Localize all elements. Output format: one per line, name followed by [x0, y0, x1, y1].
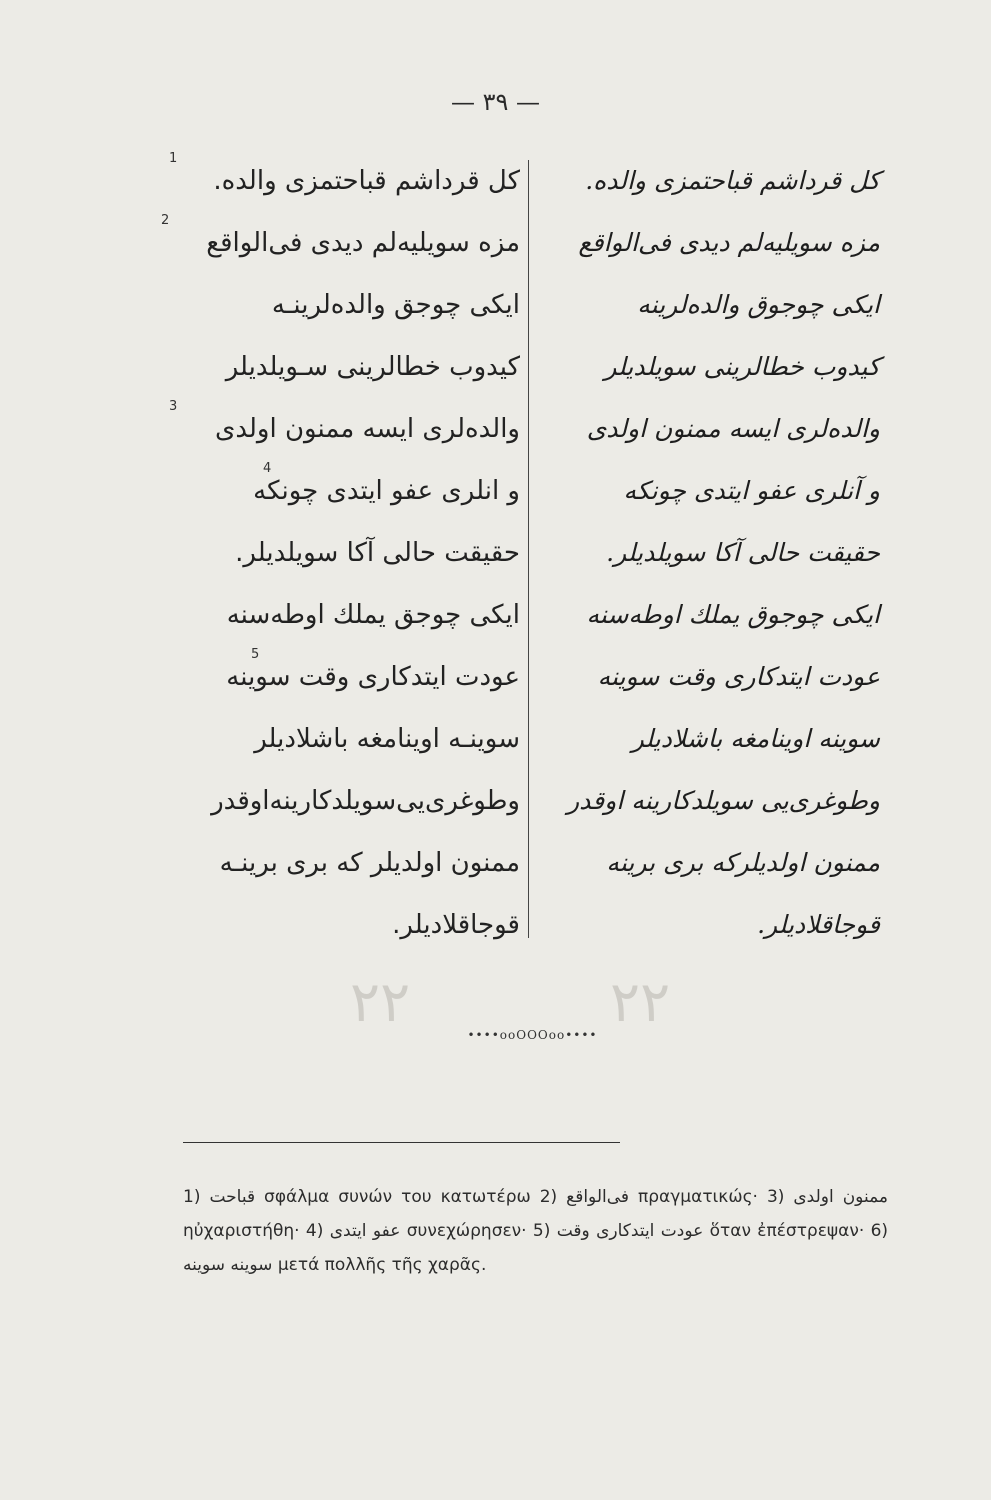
handwritten-line: قوجاقلادیلر.	[757, 910, 880, 939]
printed-line-text: کل قرداشم قباحتمزی والده.	[213, 166, 520, 196]
printed-line-text: سوینـه اوینامغه باشلادیلر	[254, 724, 520, 754]
printed-line	[175, 460, 520, 522]
printed-line-text: ممنون اولدیلر که بری برینـه	[219, 848, 520, 878]
footnote-text: عودت ایتدکاری وقت ὅταν ἐπέστρεψαν·	[556, 1221, 865, 1241]
footnote-ref: 5	[251, 647, 260, 662]
faded-page-mark: ٢٢	[610, 970, 671, 1035]
printed-line-text: و انلری عفو ایتدی چونکه	[253, 476, 520, 506]
printed-line	[169, 150, 520, 212]
printed-line-text: حقیقت حالی آکا سویلدیلر.	[235, 538, 520, 568]
footnote-text: سوینه سوینه μετά πολλῆς τῆς χαρᾶς.	[183, 1255, 487, 1275]
printed-line	[175, 708, 520, 770]
handwritten-line: و آنلری عفو ایتدی چونکه	[623, 476, 880, 505]
footnote-ref: 1	[169, 151, 178, 166]
printed-line	[175, 584, 520, 646]
printed-line	[175, 832, 520, 894]
footnote-ref: 2	[161, 213, 170, 228]
handwritten-line: عودت ایتدکاری وقت سوینه	[597, 662, 880, 691]
footnote-rule	[183, 1142, 620, 1143]
printed-text-column	[161, 150, 520, 956]
handwritten-line: وطوغری‌یی سویلدکارینه اوقدر	[567, 786, 880, 815]
printed-line-text: والده‌لری ایسه ممنون اولدی	[214, 414, 520, 444]
printed-line	[175, 336, 520, 398]
printed-line	[175, 522, 520, 584]
footnotes	[183, 1180, 888, 1282]
handwritten-line: کیدوب خطالرینی سویلدیلر	[604, 352, 880, 381]
printed-line	[175, 274, 520, 336]
handwritten-line: ایکی چوجوق یملك اوطه‌سنه	[586, 600, 880, 629]
handwritten-line: مزه سویلیه‌لم دیدی فی‌الواقع	[578, 228, 880, 257]
handwritten-text-column	[545, 150, 880, 956]
page-number: — ٣٩ —	[450, 88, 541, 116]
footnote-text: عفو ایتدی συνεχώρησεν·	[329, 1221, 527, 1241]
handwritten-line: والده‌لری ایسه ممنون اولدی	[586, 414, 880, 443]
printed-line-text: قوجاقلادیلر.	[392, 910, 520, 940]
footnote-number: 2)	[539, 1187, 558, 1207]
printed-line	[175, 894, 520, 956]
footnote-number: 1)	[183, 1187, 201, 1207]
footnote-text: فی‌الواقع πραγματικώς·	[566, 1187, 758, 1207]
printed-line	[175, 770, 520, 832]
handwritten-line: ممنون اولدیلرکه بری برینه	[606, 848, 880, 877]
printed-line-text: ایکی چوجق یملك اوطه‌سنه	[226, 600, 520, 630]
printed-line	[161, 212, 520, 274]
faded-page-mark: ٢٢	[350, 970, 411, 1035]
printed-line-text: ایکی چوجق والده‌لرینـه	[271, 290, 520, 320]
footnote-number: 6)	[870, 1221, 889, 1241]
printed-line-text: مزه سویلیه‌لم دیدی فی‌الواقع	[206, 228, 520, 258]
printed-line	[175, 646, 520, 708]
printed-line-text: عودت ایتدکاری وقت سوینه	[226, 662, 520, 692]
handwritten-line: ایکی چوجوق والده‌لرینه	[637, 290, 880, 319]
footnote-text: قباحت σφάλμα συνών του κατωτέρω	[209, 1187, 531, 1207]
footnote-text: ممنون اولدی ηὐχαριστήθη·	[183, 1187, 889, 1241]
footnote-number: 5)	[532, 1221, 551, 1241]
printed-line	[169, 398, 520, 460]
footnote-number: 3)	[766, 1187, 785, 1207]
handwritten-line: سوینه اوینامغه باشلادیلر	[631, 724, 880, 753]
footnote-number: 4)	[305, 1221, 324, 1241]
handwritten-line: حقیقت حالی آکا سویلدیلر.	[606, 538, 880, 567]
footnote-ref: 4	[263, 461, 272, 476]
printed-line-text: وطوغری‌یی‌سویلدکارینه‌اوقدر	[211, 786, 520, 816]
footnote-ref: 3	[169, 399, 178, 414]
handwritten-line: کل قرداشم قباحتمزی والده.	[585, 166, 880, 195]
ornament-divider: ••••ooOOOoo••••	[467, 1028, 598, 1042]
printed-line-text: کیدوب خطالرینی سـویلدیلر	[225, 352, 520, 382]
column-divider	[528, 160, 529, 938]
